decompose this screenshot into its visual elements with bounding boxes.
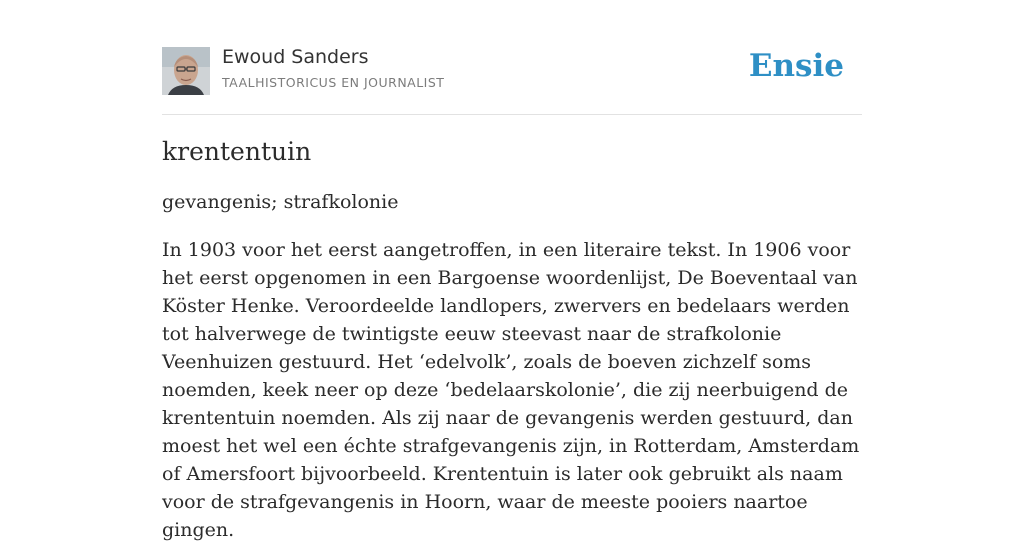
avatar[interactable] [162,47,210,95]
page-container [162,0,862,541]
entry-title: krententuin [162,137,312,166]
header [162,0,862,115]
entry-definition: gevangenis; strafkolonie [162,191,399,213]
author-name[interactable]: Ewoud Sanders [222,46,369,68]
entry-body: In 1903 voor het eerst aangetroffen, in een literaire tekst. In 1906 voor het eerst opgenomen in een Bargoense woordenlijst, De Boeventaal van Köster Henke. Veroordeelde landlopers, zwervers en bedelaars werden tot halverwege de twintigste eeuw steevast naar de strafkolonie Veenhuizen gestuurd. Het ‘edelvolk’, zoals de boeven zichzelf soms noemden, keek neer op deze ‘bedelaarskolonie’, die zij neerbuigend de krententuin noemden. Als zij naar de gevangenis werden gestuurd, dan moest het wel een échte strafgevangenis zijn, in Rotterdam, Amsterdam of Amersfoort bijvoorbeeld. Krententuin is later ook gebruikt als naam voor de strafgevangenis in Hoorn, waar de meeste pooiers naartoe gingen. [162,239,860,541]
author-role: TAALHISTORICUS EN JOURNALIST [222,75,445,90]
ensie-logo[interactable]: Ensie [748,48,844,84]
avatar-image [162,47,210,95]
